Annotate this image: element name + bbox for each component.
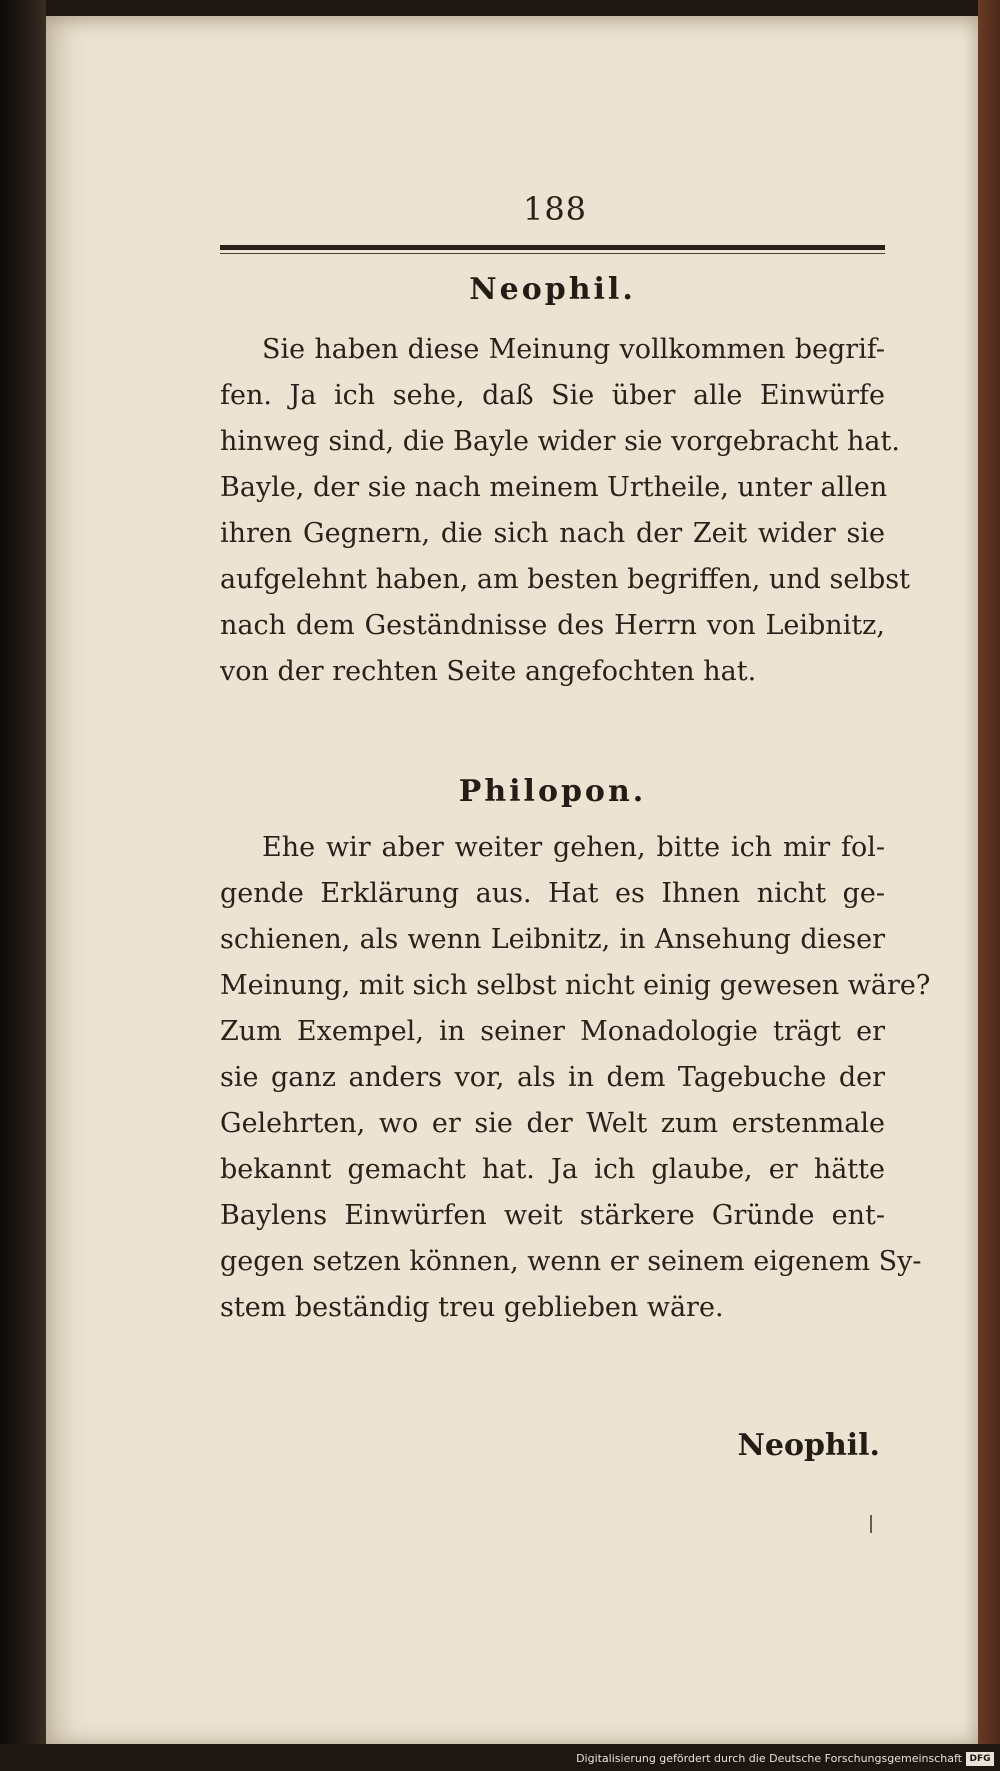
page-mark — [870, 1515, 872, 1533]
text-line: gende Erklärung aus. Hat es Ihnen nicht ge- — [220, 878, 885, 909]
header-rule — [220, 245, 885, 250]
text-line: nach dem Geständnisse des Herrn von Leibnitz, — [220, 610, 885, 641]
speaker-name-neophil: Neophil. — [469, 272, 636, 307]
book-binding-left — [0, 0, 46, 1771]
header-rule-thin — [220, 253, 885, 254]
text-line: sie ganz anders vor, als in dem Tagebuche der — [220, 1062, 885, 1093]
text-line: schienen, als wenn Leibnitz, in Ansehung dieser — [220, 924, 885, 955]
text-line: ihren Gegnern, die sich nach der Zeit wider sie — [220, 518, 885, 549]
footer-credit: Digitalisierung gefördert durch die Deutsche Forschungsgemeinschaft — [576, 1752, 962, 1765]
text-line: Ehe wir aber weiter gehen, bitte ich mir fol- — [262, 832, 885, 863]
text-line: fen. Ja ich sehe, daß Sie über alle Einwürfe — [220, 380, 885, 411]
speaker-name-philopon: Philopon. — [458, 774, 647, 809]
text-line: stem beständig treu geblieben wäre. — [220, 1292, 724, 1323]
text-line: gegen setzen können, wenn er seinem eigenem Sy- — [220, 1246, 922, 1277]
speaker-heading-2 — [220, 774, 885, 809]
text-line: Bayle, der sie nach meinem Urtheile, unter allen — [220, 472, 888, 503]
text-line: aufgelehnt haben, am besten begriffen, und selbst — [220, 564, 910, 595]
catchword: Neophil. — [737, 1428, 880, 1463]
text-line: bekannt gemacht hat. Ja ich glaube, er hätte — [220, 1154, 885, 1185]
dfg-logo-icon: DFG — [966, 1752, 994, 1766]
book-binding-right — [978, 0, 1000, 1771]
text-line: von der rechten Seite angefochten hat. — [220, 656, 757, 687]
text-line: hinweg sind, die Bayle wider sie vorgebracht hat. — [220, 426, 900, 457]
text-line: Meinung, mit sich selbst nicht einig gewesen wäre? — [220, 970, 931, 1001]
text-line: Zum Exempel, in seiner Monadologie trägt er — [220, 1016, 885, 1047]
text-line: Baylens Einwürfen weit stärkere Gründe ent- — [220, 1200, 885, 1231]
page-number: 188 — [522, 190, 588, 228]
speaker-heading-1 — [220, 272, 885, 307]
text-line: Sie haben diese Meinung vollkommen begrif- — [262, 334, 885, 365]
text-line: Gelehrten, wo er sie der Welt zum erstenmale — [220, 1108, 885, 1139]
